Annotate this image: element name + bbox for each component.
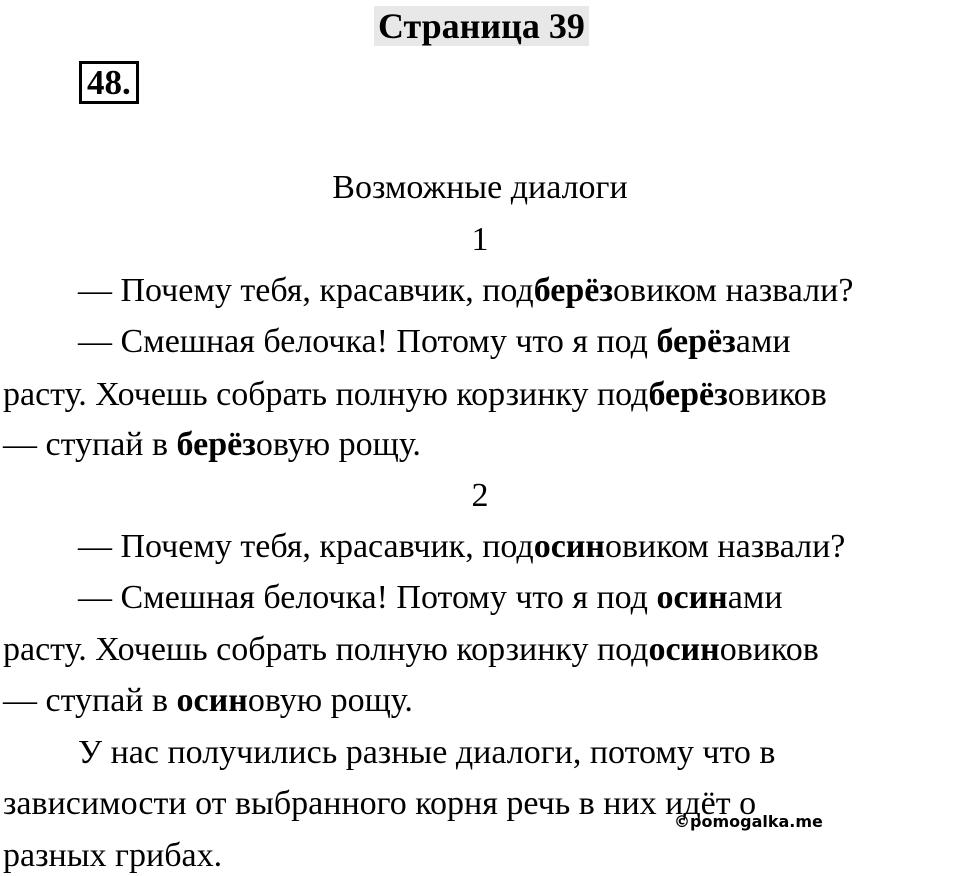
dialogue-line: — Смешная белочка! Потому что я под осинами	[78, 579, 783, 616]
page-title: Страница 39	[374, 6, 589, 46]
watermark: ©pomogalka.me	[674, 812, 823, 831]
dialogue-line: — Почему тебя, красавчик, подберёзовиком назвали?	[78, 272, 854, 309]
conclusion-line: зависимости от выбранного корня речь в них идёт о	[3, 785, 757, 822]
task-number: 48.	[79, 61, 139, 104]
dialogue-number: 2	[471, 477, 489, 514]
conclusion-line: разных грибах.	[3, 837, 223, 874]
dialogue-line: — Почему тебя, красавчик, подосиновиком назвали?	[78, 528, 846, 565]
dialogue-line: — ступай в берёзовую рощу.	[3, 426, 421, 463]
dialogue-line: — ступай в осиновую рощу.	[3, 682, 413, 719]
dialogue-line: расту. Хочешь собрать полную корзинку подберёзовиков	[3, 376, 827, 413]
dialogue-line: расту. Хочешь собрать полную корзинку подосиновиков	[3, 631, 819, 668]
conclusion-line: У нас получились разные диалоги, потому что в	[78, 734, 776, 771]
section-title: Возможные диалоги	[332, 169, 628, 206]
dialogue-number: 1	[471, 221, 489, 258]
dialogue-line: — Смешная белочка! Потому что я под берёзами	[78, 323, 791, 360]
